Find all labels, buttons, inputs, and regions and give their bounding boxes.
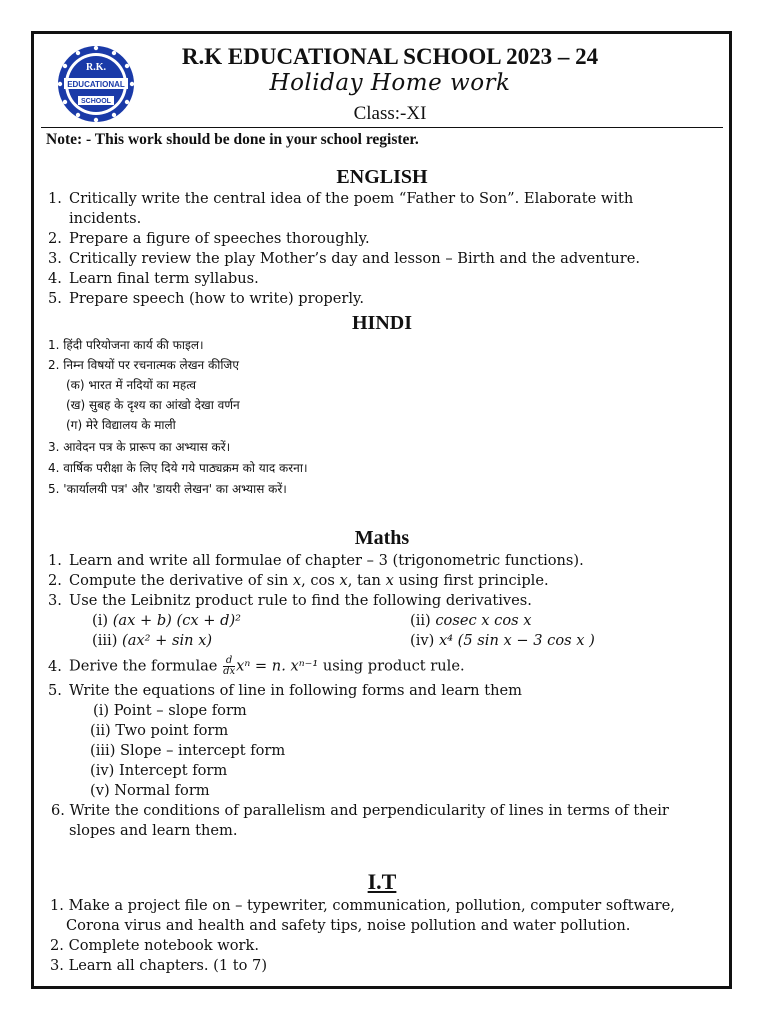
maths-heading: Maths (354, 527, 410, 549)
item-text: Learn all chapters. (1 to 7) (68, 957, 268, 974)
line-form-item: (iv) Intercept form (90, 762, 228, 779)
line-form-item: (ii) Two point form (90, 722, 229, 739)
logo-top-text: R.K. (86, 62, 106, 73)
derivative-iii (92, 632, 212, 649)
item-text-post: using product rule. (322, 657, 465, 675)
hindi-line: 3. आवेदन पत्र के प्रारूप का अभ्यास करें। (48, 440, 231, 454)
item-number: 1. (48, 190, 62, 207)
maths-item-3 (48, 592, 532, 609)
it-item-3 (50, 957, 267, 974)
derivative-expression: cosec x cos x (435, 612, 532, 629)
item-text-mid: , cos (301, 572, 340, 589)
it-heading: I.T (367, 869, 397, 894)
derivative-expression: (ax² + sin x) (122, 632, 213, 649)
english-item-3 (48, 250, 640, 267)
item-text: Use the Leibnitz product rule to find the following derivatives. (69, 592, 532, 609)
derivative-fraction (223, 656, 235, 677)
formula-expression: xⁿ = n. xⁿ⁻¹ (236, 657, 319, 675)
line-form-item: (i) Point – slope form (93, 702, 247, 719)
item-text-mid: , tan (347, 572, 386, 589)
derivative-label: (ii) (410, 612, 431, 629)
it-item-2 (50, 937, 259, 954)
maths-item-4 (48, 656, 465, 677)
item-text-pre: Compute the derivative of sin (69, 572, 293, 589)
item-text: Complete notebook work. (68, 937, 259, 954)
hindi-line: (क) भारत में नदियों का महत्व (66, 378, 197, 392)
derivative-expression: (ax + b) (cx + d)² (112, 612, 241, 629)
hindi-line: 4. वार्षिक परीक्षा के लिए दिये गये पाठ्यक्रम को याद करना। (48, 461, 308, 475)
item-text: Prepare speech (how to write) properly. (69, 290, 364, 307)
maths-item-2 (48, 572, 549, 589)
hindi-heading: HINDI (351, 312, 412, 334)
hindi-line: (ख) सुबह के दृश्य का आंखो देखा वर्णन (66, 398, 240, 412)
line-form-item: (v) Normal form (90, 782, 210, 799)
it-item-1 (50, 897, 675, 914)
item-number: 6. (51, 802, 65, 819)
maths-item-6 (51, 802, 669, 819)
derivative-ii (410, 612, 531, 629)
english-item-1-cont: incidents. (69, 210, 142, 227)
item-number: 4. (48, 657, 62, 675)
item-text-pre: Derive the formulae (69, 657, 218, 675)
fraction-numerator: d (223, 656, 235, 667)
item-text: Make a project file on – typewriter, communication, pollution, computer software, (68, 897, 675, 914)
logo-bottom-text: SCHOOL (81, 98, 111, 105)
logo-band-text: EDUCATIONAL (67, 80, 125, 89)
hindi-line: 1. हिंदी परियोजना कार्य की फाइल। (48, 338, 204, 352)
item-number: 2. (48, 230, 62, 247)
item-number: 3. (50, 957, 64, 974)
item-text: Critically review the play Mother’s day and lesson – Birth and the adventure. (69, 250, 641, 267)
hindi-line: 5. 'कार्यालयी पत्र' और 'डायरी लेखन' का अभ्यास करें। (48, 482, 287, 496)
derivative-expression: x⁴ (5 sin x − 3 cos x ) (438, 632, 595, 649)
derivative-i (92, 612, 241, 629)
item-number: 2. (48, 572, 62, 589)
item-text: Critically write the central idea of the poem “Father to Son”. Elaborate with (69, 190, 634, 207)
english-item-1 (48, 190, 633, 207)
derivative-label: (iv) (410, 632, 435, 649)
school-name: R.K EDUCATIONAL SCHOOL 2023 – 24 (181, 44, 599, 69)
derivative-label: (iii) (92, 632, 118, 649)
item-number: 1. (50, 897, 64, 914)
header-divider (41, 127, 723, 128)
fraction-denominator: dx (223, 666, 236, 677)
item-text: Prepare a figure of speeches thoroughly. (69, 230, 370, 247)
english-item-5 (48, 290, 364, 307)
item-number: 3. (48, 250, 62, 267)
maths-item-1 (48, 552, 584, 569)
item-number: 5. (48, 290, 62, 307)
item-number: 4. (48, 270, 62, 287)
item-number: 2. (50, 937, 64, 954)
maths-item-6-cont: slopes and learn them. (69, 822, 238, 839)
class-label: Class:-XI (353, 103, 427, 124)
math-var: x (339, 572, 348, 589)
math-var: x (385, 572, 394, 589)
maths-item-5 (48, 682, 522, 699)
item-text: Write the equations of line in following forms and learn them (69, 682, 522, 699)
item-number: 5. (48, 682, 62, 699)
english-heading: ENGLISH (336, 166, 428, 188)
it-item-1-cont: Corona virus and health and safety tips, noise pollution and water pollution. (66, 917, 631, 934)
line-form-item: (iii) Slope – intercept form (90, 742, 286, 759)
note-text: Note: - This work should be done in your school register. (46, 131, 419, 148)
english-item-2 (48, 230, 370, 247)
document-subtitle: Holiday Home work (269, 70, 511, 96)
item-number: 1. (48, 552, 62, 569)
derivative-label: (i) (92, 612, 109, 629)
derivative-iv (410, 632, 595, 649)
english-item-4 (48, 270, 259, 287)
hindi-line: 2. निम्न विषयों पर रचनात्मक लेखन कीजिए (48, 358, 239, 372)
item-text: Write the conditions of parallelism and perpendicularity of lines in terms of their (69, 802, 669, 819)
item-text-post: using first principle. (393, 572, 549, 589)
item-number: 3. (48, 592, 62, 609)
item-text: Learn and write all formulae of chapter – 3 (trigonometric functions). (69, 552, 584, 569)
math-var: x (292, 572, 302, 589)
hindi-line: (ग) मेरे विद्यालय के माली (66, 418, 176, 432)
item-text: Learn final term syllabus. (69, 270, 259, 287)
